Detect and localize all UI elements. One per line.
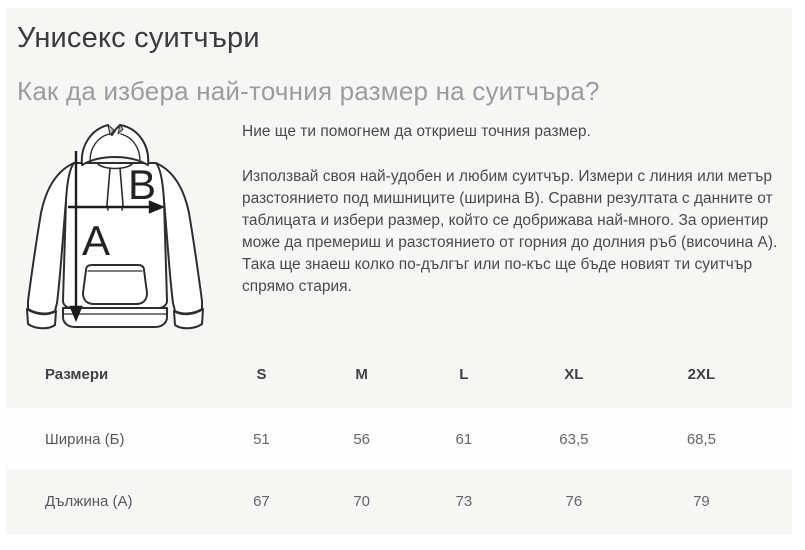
table-row-length	[6, 470, 792, 532]
cell-value: 63,5	[559, 430, 589, 448]
header-cell-size-s: S	[256, 365, 267, 383]
header-cell-size-xl: XL	[564, 365, 584, 383]
hoodie-measurement-diagram-icon	[10, 115, 222, 343]
cell-value: 73	[455, 492, 473, 510]
header-cell-size-l: L	[459, 365, 469, 383]
cell-value: 56	[353, 430, 370, 448]
intro-paragraph-2: Използвай своя най-удобен и любим суитчър. Измери с линия или метър разстоянието под мишниците (ширина В). Сравни резултата с данните от таблицата и избери размер, който се добрижава най-много. За ориентир може да премериш и разстоянието от горния до долния ръб (височина А). Така ще знаеш колко по-дългъг или по-къс ще бъде новият ти суитчър спрямо стария.	[242, 168, 778, 295]
cell-value: 67	[253, 492, 270, 510]
header-cell-sizes-label: Размери	[45, 365, 109, 383]
cell-value: 70	[353, 492, 370, 510]
row-label: Дължина (А)	[45, 492, 133, 510]
cell-value: 68,5	[686, 430, 717, 448]
cell-value: 51	[253, 430, 270, 448]
header-cell-size-2xl: 2XL	[687, 365, 716, 383]
diagram-label-a: A	[82, 217, 111, 264]
hoodie-hood	[82, 125, 148, 165]
intro-text	[242, 115, 792, 298]
size-table	[6, 340, 792, 532]
page-title: Унисекс суитчъри	[17, 22, 260, 54]
row-label: Ширина (Б)	[45, 430, 125, 448]
page-subtitle: Как да избера най-точния размер на суитчъра?	[17, 76, 600, 106]
diagram-label-b: B	[128, 161, 157, 208]
header-cell-size-m: M	[355, 365, 368, 383]
size-table-header-row	[6, 340, 792, 408]
cell-value: 79	[693, 492, 710, 510]
intro-section	[10, 115, 792, 343]
cell-value: 76	[565, 492, 583, 510]
table-row-width	[6, 408, 792, 470]
intro-paragraph-1: Ние ще ти помогнем да откриеш точния размер.	[242, 123, 591, 140]
cell-value: 61	[455, 430, 473, 448]
content-panel	[6, 8, 792, 534]
